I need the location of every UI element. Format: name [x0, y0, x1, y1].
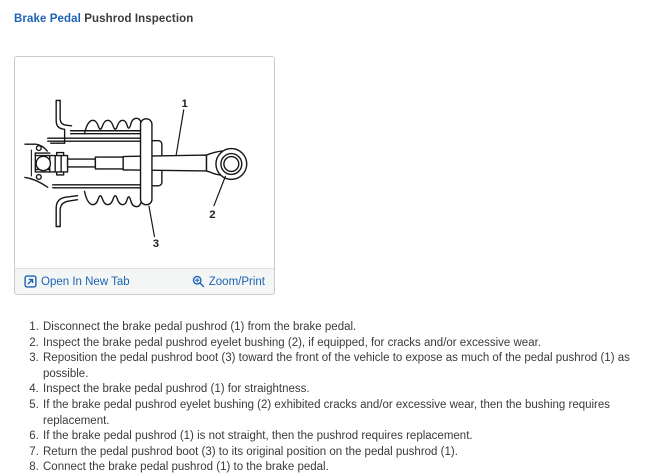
page-title-rest: Pushrod Inspection — [80, 13, 194, 25]
step-item: 5. If the brake pedal pushrod eyelet bushing (2) exhibited cracks and/or excessive wear, then the bushing requires replacement. — [42, 398, 636, 429]
step-item: 6. If the brake pedal pushrod (1) is not straight, then the pushrod requires replacement. — [42, 429, 636, 445]
mid-rod — [95, 157, 123, 169]
boot-retainer — [141, 119, 152, 205]
clevis — [50, 156, 68, 172]
callout-3: 3 — [152, 237, 160, 250]
open-in-new-tab-icon — [24, 275, 37, 288]
open-in-new-tab-link[interactable] — [24, 275, 130, 288]
figure-panel — [14, 56, 275, 295]
figure-toolbar — [15, 268, 274, 294]
ball-end — [36, 156, 50, 170]
page-title — [14, 13, 636, 25]
zoom-print-label: Zoom/Print — [208, 275, 265, 288]
main-rod — [123, 155, 206, 171]
step-item: 7. Return the pedal pushrod boot (3) to its original position on the pedal pushrod (1). — [42, 445, 636, 461]
callout-1: 1 — [181, 97, 188, 110]
open-in-new-tab-label: Open In New Tab — [41, 275, 130, 288]
magnifier-plus-icon — [192, 275, 205, 288]
brake-pedal-link[interactable]: Brake Pedal — [14, 13, 81, 25]
figure-canvas — [15, 57, 274, 268]
step-item: 8. Connect the brake pedal pushrod (1) to the brake pedal. — [42, 460, 636, 476]
thin-rod — [68, 159, 96, 167]
pushrod-diagram — [15, 57, 274, 268]
step-item: 1. Disconnect the brake pedal pushrod (1) from the brake pedal. — [42, 320, 636, 336]
step-item: 4. Inspect the brake pedal pushrod (1) for straightness. — [42, 382, 636, 398]
step-item: 3. Reposition the pedal pushrod boot (3) toward the front of the vehicle to expose as much of the pedal pushrod (1) as possible. — [42, 351, 636, 382]
callout-2: 2 — [209, 209, 216, 222]
zoom-print-link[interactable] — [192, 275, 265, 288]
step-item: 2. Inspect the brake pedal pushrod eyelet bushing (2), if equipped, for cracks and/or excessive wear. — [42, 336, 636, 352]
